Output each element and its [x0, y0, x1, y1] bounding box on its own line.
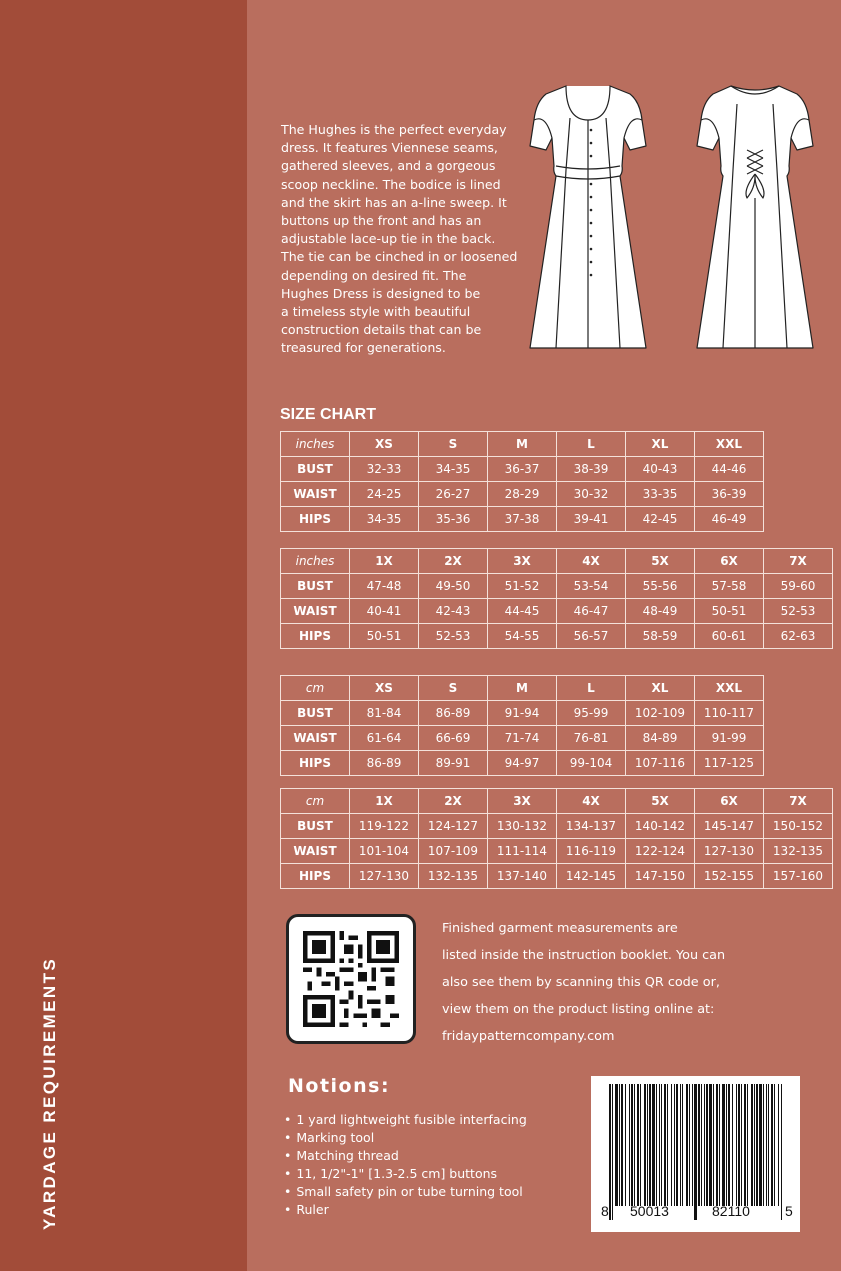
table-cell: 81-84: [350, 701, 419, 726]
table-cell: 127-130: [350, 864, 419, 889]
table-cell: 34-35: [419, 457, 488, 482]
table-cell: 152-155: [695, 864, 764, 889]
table-cell: 157-160: [764, 864, 833, 889]
row-label: WAIST: [281, 599, 350, 624]
size-chart-title: SIZE CHART: [280, 406, 376, 423]
spine-panel: [0, 0, 247, 1271]
row-label: BUST: [281, 457, 350, 482]
table-cell: 33-35: [626, 482, 695, 507]
qr-code-pattern: [303, 931, 399, 1027]
table-cell: 55-56: [626, 574, 695, 599]
description-line: a timeless style with beautiful: [281, 304, 471, 320]
description-line: Hughes Dress is designed to be: [281, 285, 481, 301]
note-line: also see them by scanning this QR code or,: [442, 975, 720, 990]
table-cell: 101-104: [350, 839, 419, 864]
table-row: [281, 574, 833, 599]
table-cell: 66-69: [419, 726, 488, 751]
description-line: The tie can be cinched in or loosened: [281, 249, 518, 265]
table-cell: 52-53: [419, 624, 488, 649]
table-row: [281, 624, 833, 649]
barcode-digit: 5: [785, 1203, 793, 1219]
size-table-cm-plus: [280, 788, 833, 889]
size-header: 5X: [626, 549, 695, 574]
front-dress-illustration: [518, 80, 658, 360]
unit-label: inches: [281, 549, 350, 574]
barcode-digit: 82110: [712, 1203, 750, 1219]
table-cell: 60-61: [695, 624, 764, 649]
table-cell: 145-147: [695, 814, 764, 839]
table-cell: 111-114: [488, 839, 557, 864]
table-cell: 38-39: [557, 457, 626, 482]
website-link[interactable]: fridaypatterncompany.com: [442, 1029, 615, 1044]
table-cell: 44-45: [488, 599, 557, 624]
table-cell: 35-36: [419, 507, 488, 532]
measurement-note: [442, 915, 725, 1050]
row-label: BUST: [281, 701, 350, 726]
table-header-row: [281, 676, 764, 701]
size-header: 3X: [488, 549, 557, 574]
description-line: treasured for generations.: [281, 340, 446, 356]
table-cell: 58-59: [626, 624, 695, 649]
table-cell: 91-99: [695, 726, 764, 751]
description-line: gathered sleeves, and a gorgeous: [281, 158, 496, 174]
table-cell: 50-51: [695, 599, 764, 624]
size-header: 1X: [350, 549, 419, 574]
table-cell: 51-52: [488, 574, 557, 599]
table-cell: 48-49: [626, 599, 695, 624]
table-cell: 130-132: [488, 814, 557, 839]
table-cell: 47-48: [350, 574, 419, 599]
table-cell: 95-99: [557, 701, 626, 726]
description-line: and the skirt has an a-line sweep. It: [281, 194, 507, 210]
table-cell: 91-94: [488, 701, 557, 726]
table-cell: 24-25: [350, 482, 419, 507]
table-cell: 147-150: [626, 864, 695, 889]
table-row: [281, 814, 833, 839]
table-row: [281, 839, 833, 864]
table-cell: 122-124: [626, 839, 695, 864]
table-row: [281, 599, 833, 624]
table-cell: 84-89: [626, 726, 695, 751]
back-dress-illustration: [685, 80, 825, 360]
table-cell: 42-43: [419, 599, 488, 624]
table-cell: 140-142: [626, 814, 695, 839]
row-label: HIPS: [281, 507, 350, 532]
row-label: HIPS: [281, 864, 350, 889]
size-header: L: [557, 432, 626, 457]
table-header-row: [281, 549, 833, 574]
size-table-inches-standard: [280, 431, 764, 532]
table-cell: 57-58: [695, 574, 764, 599]
table-cell: 26-27: [419, 482, 488, 507]
table-cell: 89-91: [419, 751, 488, 776]
size-header: 6X: [695, 549, 764, 574]
table-row: [281, 482, 764, 507]
size-header: 2X: [419, 789, 488, 814]
table-cell: 56-57: [557, 624, 626, 649]
description-line: scoop neckline. The bodice is lined: [281, 176, 501, 192]
table-cell: 71-74: [488, 726, 557, 751]
table-cell: 50-51: [350, 624, 419, 649]
size-header: S: [419, 432, 488, 457]
size-header: M: [488, 432, 557, 457]
description-line: depending on desired fit. The: [281, 267, 467, 283]
table-cell: 99-104: [557, 751, 626, 776]
table-header-row: [281, 789, 833, 814]
table-row: [281, 751, 764, 776]
table-cell: 132-135: [419, 864, 488, 889]
table-row: [281, 507, 764, 532]
table-cell: 36-39: [695, 482, 764, 507]
size-header: XXL: [695, 676, 764, 701]
size-header: XXL: [695, 432, 764, 457]
table-row: [281, 864, 833, 889]
table-cell: 137-140: [488, 864, 557, 889]
row-label: BUST: [281, 574, 350, 599]
size-header: 3X: [488, 789, 557, 814]
table-row: [281, 701, 764, 726]
list-item: • Marking tool: [284, 1129, 527, 1147]
table-cell: 107-116: [626, 751, 695, 776]
table-cell: 62-63: [764, 624, 833, 649]
table-cell: 32-33: [350, 457, 419, 482]
table-cell: 28-29: [488, 482, 557, 507]
table-cell: 52-53: [764, 599, 833, 624]
row-label: WAIST: [281, 482, 350, 507]
row-label: BUST: [281, 814, 350, 839]
table-row: [281, 726, 764, 751]
table-cell: 132-135: [764, 839, 833, 864]
list-item: • 11, 1/2"-1" [1.3-2.5 cm] buttons: [284, 1165, 527, 1183]
spine-title: YARDAGE REQUIREMENTS: [40, 956, 59, 1230]
table-cell: 142-145: [557, 864, 626, 889]
note-line: view them on the product listing online at:: [442, 1002, 715, 1017]
table-cell: 86-89: [419, 701, 488, 726]
product-description: [281, 121, 533, 358]
table-cell: 94-97: [488, 751, 557, 776]
table-cell: 102-109: [626, 701, 695, 726]
table-cell: 44-46: [695, 457, 764, 482]
table-cell: 53-54: [557, 574, 626, 599]
row-label: WAIST: [281, 839, 350, 864]
barcode-bars: [591, 1076, 800, 1232]
size-header: 4X: [557, 789, 626, 814]
list-item: • Matching thread: [284, 1147, 527, 1165]
table-cell: 127-130: [695, 839, 764, 864]
table-cell: 42-45: [626, 507, 695, 532]
list-item: • Small safety pin or tube turning tool: [284, 1183, 527, 1201]
table-cell: 150-152: [764, 814, 833, 839]
table-cell: 134-137: [557, 814, 626, 839]
table-cell: 116-119: [557, 839, 626, 864]
table-cell: 40-43: [626, 457, 695, 482]
table-cell: 119-122: [350, 814, 419, 839]
table-cell: 36-37: [488, 457, 557, 482]
size-table-cm-standard: [280, 675, 764, 776]
size-header: XS: [350, 676, 419, 701]
notions-list: [284, 1111, 527, 1219]
description-line: construction details that can be: [281, 322, 482, 338]
size-header: S: [419, 676, 488, 701]
table-cell: 34-35: [350, 507, 419, 532]
table-header-row: [281, 432, 764, 457]
row-label: WAIST: [281, 726, 350, 751]
barcode-icon: [591, 1076, 800, 1232]
table-cell: 61-64: [350, 726, 419, 751]
table-cell: 59-60: [764, 574, 833, 599]
description-line: buttons up the front and has an: [281, 213, 482, 229]
table-cell: 110-117: [695, 701, 764, 726]
unit-label: cm: [281, 676, 350, 701]
size-header: XL: [626, 676, 695, 701]
table-cell: 30-32: [557, 482, 626, 507]
notions-title: Notions:: [288, 1075, 391, 1097]
description-line: dress. It features Viennese seams,: [281, 140, 498, 156]
size-header: 1X: [350, 789, 419, 814]
table-cell: 46-49: [695, 507, 764, 532]
table-cell: 54-55: [488, 624, 557, 649]
note-line: Finished garment measurements are: [442, 921, 678, 936]
list-item: • Ruler: [284, 1201, 527, 1219]
size-header: XS: [350, 432, 419, 457]
table-cell: 40-41: [350, 599, 419, 624]
table-row: [281, 457, 764, 482]
size-header: 7X: [764, 549, 833, 574]
description-line: The Hughes is the perfect everyday: [281, 122, 507, 137]
table-cell: 46-47: [557, 599, 626, 624]
list-item: • 1 yard lightweight fusible interfacing: [284, 1111, 527, 1129]
row-label: HIPS: [281, 624, 350, 649]
size-header: 4X: [557, 549, 626, 574]
description-line: adjustable lace-up tie in the back.: [281, 231, 496, 247]
unit-label: cm: [281, 789, 350, 814]
size-header: 5X: [626, 789, 695, 814]
size-header: 7X: [764, 789, 833, 814]
table-cell: 117-125: [695, 751, 764, 776]
table-cell: 76-81: [557, 726, 626, 751]
row-label: HIPS: [281, 751, 350, 776]
unit-label: inches: [281, 432, 350, 457]
note-line: listed inside the instruction booklet. You can: [442, 948, 726, 963]
table-cell: 37-38: [488, 507, 557, 532]
size-header: M: [488, 676, 557, 701]
size-header: 2X: [419, 549, 488, 574]
size-header: XL: [626, 432, 695, 457]
table-cell: 86-89: [350, 751, 419, 776]
qr-code-icon[interactable]: [286, 914, 416, 1044]
size-header: L: [557, 676, 626, 701]
size-table-inches-plus: [280, 548, 833, 649]
table-cell: 107-109: [419, 839, 488, 864]
size-header: 6X: [695, 789, 764, 814]
table-cell: 49-50: [419, 574, 488, 599]
barcode-digit: 8: [601, 1203, 609, 1219]
table-cell: 124-127: [419, 814, 488, 839]
barcode-digit: 50013: [630, 1203, 669, 1219]
table-cell: 39-41: [557, 507, 626, 532]
